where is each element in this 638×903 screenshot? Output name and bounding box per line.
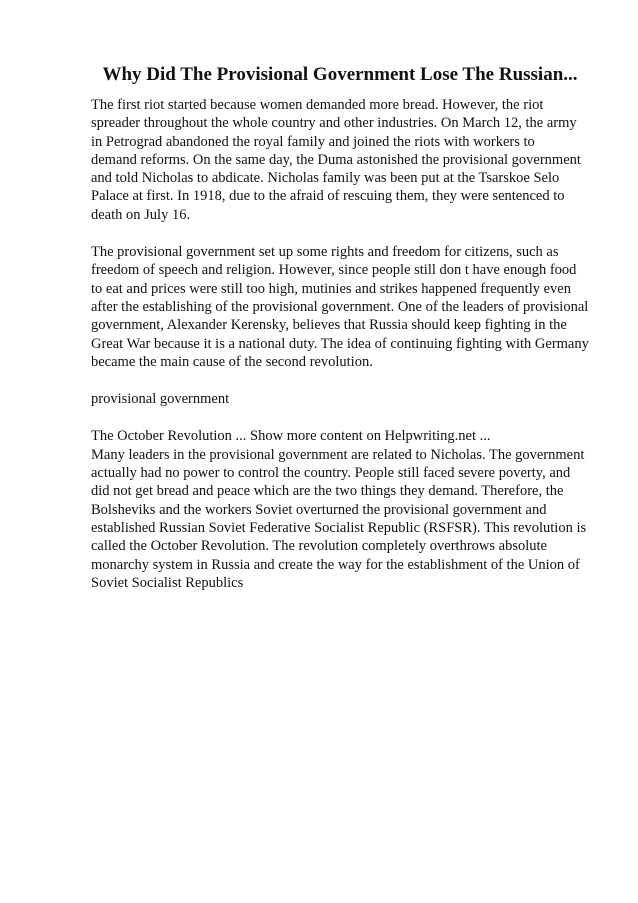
text-line: became the main cause of the second revolution. (91, 353, 373, 370)
text-line: did not get bread and peace which are the two things they demand. Therefore, the (91, 483, 564, 500)
text-line: called the October Revolution. The revolution completely overthrows absolute (91, 538, 547, 555)
paragraph (91, 96, 596, 224)
text-line: Many leaders in the provisional government are related to Nicholas. The government (91, 446, 585, 463)
text-line: The October Revolution ... Show more content on Helpwriting.net ... (91, 428, 491, 445)
paragraph (91, 243, 596, 371)
text-line: Palace at first. In 1918, due to the afraid of rescuing them, they were sentenced to (91, 188, 565, 205)
text-line: actually had no power to control the country. People still faced severe poverty, and (91, 465, 571, 482)
text-line: demand reforms. On the same day, the Duma astonished the provisional government (91, 151, 581, 168)
text-line: death on July 16. (91, 206, 191, 223)
text-line: The provisional government set up some rights and freedom for citizens, such as (91, 244, 559, 261)
text-line: Bolsheviks and the workers Soviet overturned the provisional government and (91, 501, 547, 518)
text-line: and told Nicholas to abdicate. Nicholas family was been put at the Tsarskoe Selo (91, 170, 560, 187)
document-body (91, 96, 596, 611)
text-line: after the establishing of the provisional government. One of the leaders of provisional (91, 298, 589, 315)
text-line: Soviet Socialist Republics (91, 574, 244, 591)
text-line: established Russian Soviet Federative Socialist Republic (RSFSR). This revolution is (91, 519, 587, 536)
text-line: freedom of speech and religion. However, since people still don t have enough food (91, 262, 577, 279)
paragraph (91, 427, 596, 592)
text-line: The first riot started because women demanded more bread. However, the riot (91, 97, 544, 113)
text-line: to eat and prices were still too high, mutinies and strikes happened frequently even (91, 280, 571, 297)
paragraph (91, 390, 596, 408)
text-line: in Petrograd abandoned the royal family and joined the riots with workers to (91, 133, 535, 150)
text-line: monarchy system in Russia and create the way for the establishment of the Union of (91, 556, 580, 573)
text-line: Great War because it is a national duty. The idea of continuing fighting with Germany (91, 335, 589, 352)
text-line: government, Alexander Kerensky, believes that Russia should keep fighting in the (91, 317, 567, 334)
document-title: Why Did The Provisional Government Lose The Russian... (102, 64, 578, 85)
text-line: spreader throughout the whole country and other industries. On March 12, the army (91, 115, 577, 132)
text-line: provisional government (91, 391, 230, 408)
